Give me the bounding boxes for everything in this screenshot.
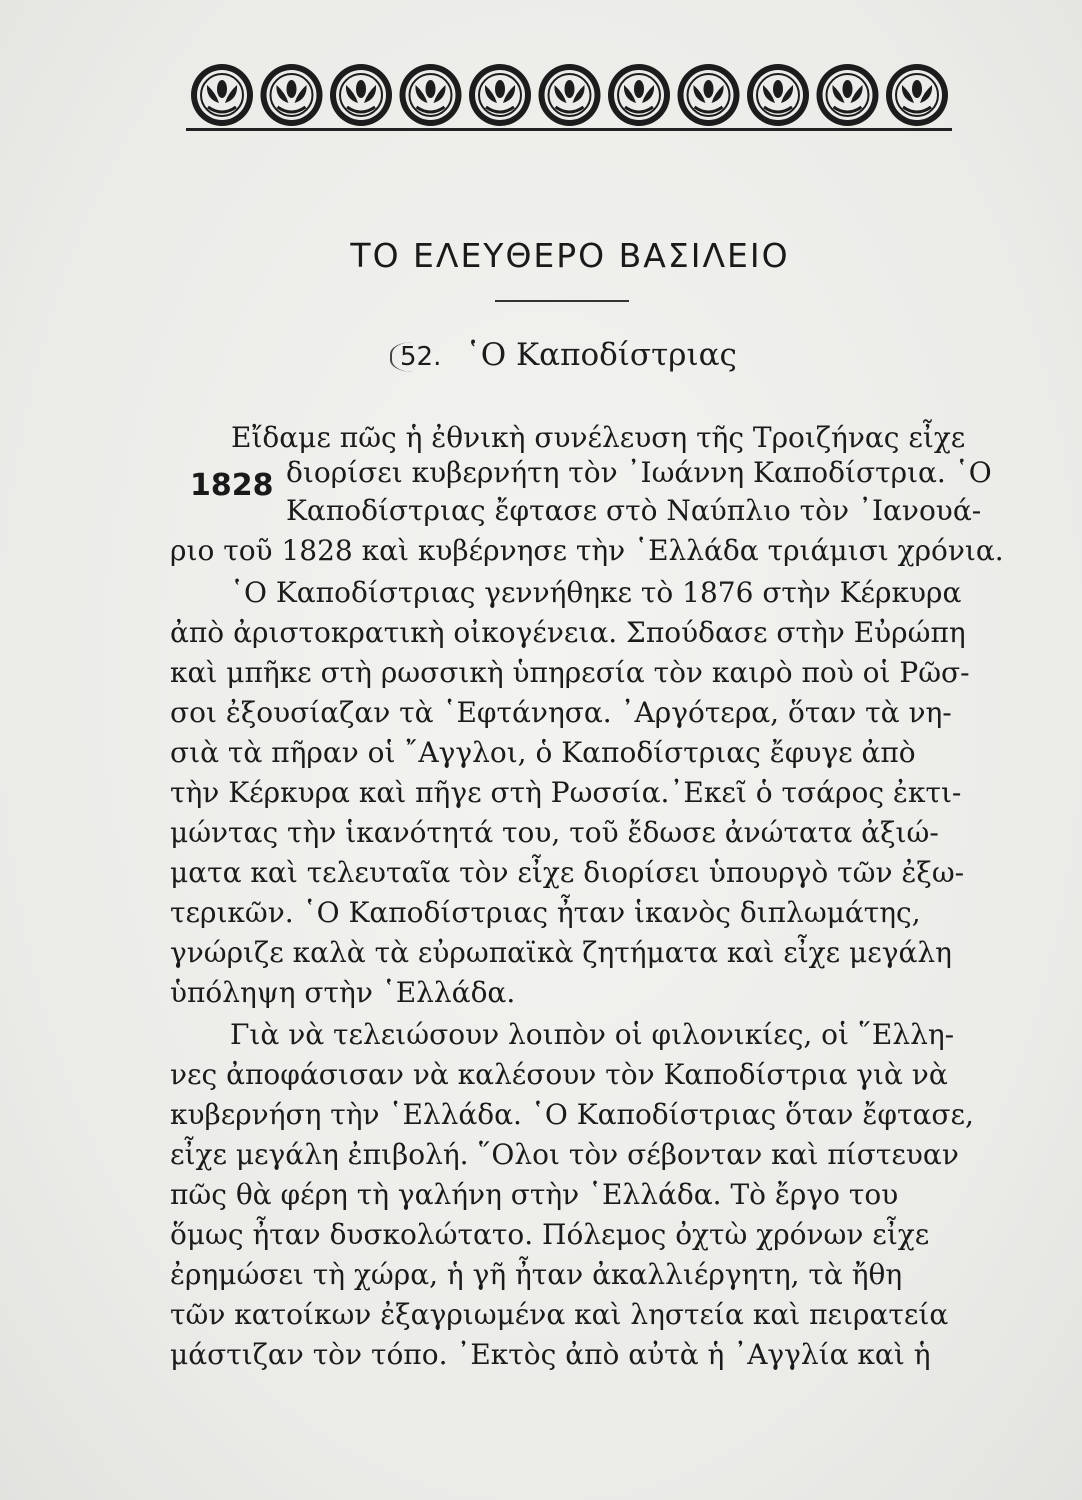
palmette-motif-icon <box>817 64 879 126</box>
palmette-motif-icon <box>678 64 740 126</box>
palmette-motif-icon <box>330 64 392 126</box>
body-line: τερικῶν. ῾Ο Καποδίστριας ἦταν ἱκανὸς διπλωμάτης, <box>170 896 921 929</box>
body-line: ματα καὶ τελευταῖα τὸν εἶχε διορίσει ὑπουργὸ τῶν ἐξω- <box>170 856 965 889</box>
body-line: τῶν κατοίκων ἐξαγριωμένα καὶ ληστεία καὶ πειρατεία <box>170 1298 949 1331</box>
title-divider <box>495 300 629 302</box>
body-line: γνώριζε καλὰ τὰ εὐρωπαϊκὰ ζητήματα καὶ εἶχε μεγάλη <box>170 936 952 969</box>
decorative-frieze-icon <box>186 60 950 130</box>
body-line: ριο τοῦ 1828 καὶ κυβέρνησε τὴν ῾Ελλάδα τριάμισι χρόνια. <box>170 534 1004 567</box>
body-line: καὶ μπῆκε στὴ ρωσσικὴ ὑπηρεσία τὸν καιρὸ ποὺ οἱ Ρῶσ- <box>170 656 970 689</box>
body-line: πῶς θὰ φέρη τὴ γαλήνη στὴν ῾Ελλάδα. Τὸ ἔργο του <box>170 1178 899 1211</box>
body-line: ὑπόληψη στὴν ῾Ελλάδα. <box>170 976 516 1009</box>
body-line: κυβερνήση τὴν ῾Ελλάδα. ῾Ο Καποδίστριας ὅταν ἔφτασε, <box>170 1098 974 1131</box>
body-line: Καποδίστριας ἔφτασε στὸ Ναύπλιο τὸν ᾿Ιανουά- <box>286 494 982 527</box>
palmette-motif-icon <box>191 64 253 126</box>
body-line: ῾Ο Καποδίστριας γεννήθηκε τὸ 1876 στὴν Κέρκυρα <box>230 576 962 609</box>
body-line: ἐρημώσει τὴ χώρα, ἡ γῆ ἦταν ἀκαλλιέργητη, τὰ ἤθη <box>170 1258 903 1291</box>
body-line: σιὰ τὰ πῆραν οἱ ῎Αγγλοι, ὁ Καποδίστριας ἔφυγε ἀπὸ <box>170 736 916 769</box>
palmette-motif-icon <box>469 64 531 126</box>
margin-year-note: 1828 <box>190 468 274 503</box>
body-line: μάστιζαν τὸν τόπο. ᾿Εκτὸς ἀπὸ αὐτὰ ἡ ᾿Αγγλία καὶ ἡ <box>170 1338 931 1371</box>
section-heading <box>390 337 737 381</box>
body-line: σοι ἐξουσίαζαν τὰ ῾Εφτάνησα. ᾿Αργότερα, ὅταν τὰ νη- <box>170 696 952 729</box>
header-rule <box>186 128 952 131</box>
palmette-motif-icon <box>747 64 809 126</box>
body-line: τὴν Κέρκυρα καὶ πῆγε στὴ Ρωσσία.᾿Εκεῖ ὁ τσάρος ἐκτι- <box>170 776 962 809</box>
body-line: διορίσει κυβερνήτη τὸν ᾿Ιωάννη Καποδίστρια. ῾Ο <box>286 456 992 489</box>
body-line: Γιὰ νὰ τελειώσουν λοιπὸν οἱ φιλονικίες, οἱ ῞Ελλη- <box>230 1018 955 1051</box>
body-line: εἶχε μεγάλη ἐπιβολή. ῞Ολοι τὸν σέβονταν καὶ πίστευαν <box>170 1138 959 1171</box>
body-line: μώντας τὴν ἱκανότητά του, τοῦ ἔδωσε ἀνώτατα ἀξιώ- <box>170 816 939 849</box>
palmette-motif-icon <box>539 64 601 126</box>
section-title: ῾Ο Καποδίστριας <box>465 337 737 373</box>
body-line: ἀπὸ ἀριστοκρατικὴ οἰκογένεια. Σπούδασε στὴν Εὐρώπη <box>170 616 966 649</box>
section-number: 52. <box>390 342 447 372</box>
body-line: ὅμως ἦταν δυσκολώτατο. Πόλεμος ὀχτὼ χρόνων εἶχε <box>170 1218 930 1251</box>
chapter-title: ΤΟ ΕΛΕΥΘΕΡΟ ΒΑΣΙΛΕΙΟ <box>350 236 790 275</box>
palmette-motif-icon <box>608 64 670 126</box>
palmette-motif-icon <box>261 64 323 126</box>
body-line: νες ἀποφάσισαν νὰ καλέσουν τὸν Καποδίστρια γιὰ νὰ <box>170 1058 948 1091</box>
body-line: Εἴδαμε πῶς ἡ ἐθνικὴ συνέλευση τῆς Τροιζήνας εἶχε <box>231 421 966 454</box>
palmette-motif-icon <box>886 64 948 126</box>
palmette-motif-icon <box>400 64 462 126</box>
